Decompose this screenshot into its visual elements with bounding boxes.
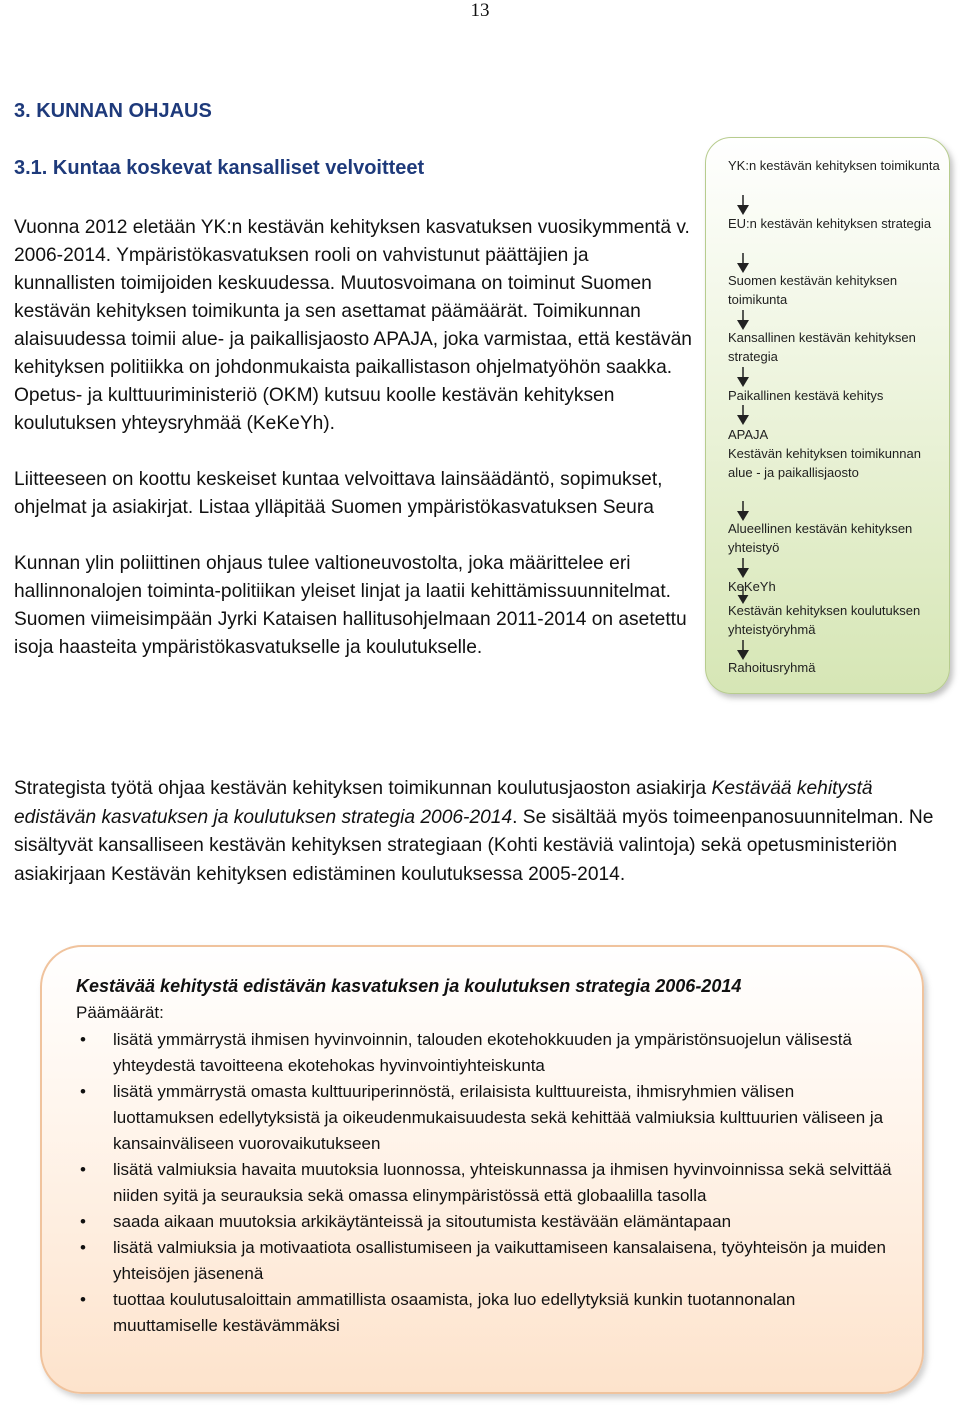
arrow-down-icon <box>737 640 749 660</box>
intro-paragraph: Vuonna 2012 eletään YK:n kestävän kehityksen kasvatuksen vuosikymmentä v. 2006-2014. Ympäristökasvatuksen rooli on vahvistunut päättäjien ja kunnallisten toimijoiden keskuudessa. Muutosvoimana on toiminut Suomen kestävän kehityksen toimikunta ja sen asettamat päämäärät. Toimikunnan alaisuudessa toimii alue- ja paikallisjaosto APAJA, joka varmistaa, että kestävän kehityksen politiikka on johdonmukaista paikallistason ohjelmatyöhön saakka. Opetus- ja kulttuuriministeriö (OKM) kutsuu koolle kestävän kehityksen koulutuksen yhteysryhmää (KeKeYh). <box>14 217 692 434</box>
flow-item-eu: EU:n kestävän kehityksen strategia <box>728 216 932 231</box>
arrow-down-icon <box>737 195 749 215</box>
flow-item-rahoitusryhma: Rahoitusryhmä <box>728 660 816 675</box>
arrow-down-icon <box>737 501 749 521</box>
arrow-down-icon <box>737 310 749 330</box>
list-item: • saada aikaan muutoksia arkikäytänteissä ja sitoutumista kestävään elämäntapaan <box>76 1209 896 1235</box>
bullet-icon: • <box>80 1082 86 1101</box>
list-item: • lisätä valmiuksia havaita muutoksia luonnossa, yhteiskunnassa ja ihmisen hyvinvoinnissa sekä selvittää niiden syitä ja seurauksia sekä omassa elinympäristössä että globaalilla tasolla <box>76 1157 896 1209</box>
intro-paragraph: Kunnan ylin poliittinen ohjaus tulee valtioneuvostolta, joka määrittelee eri hallinnonalojen toiminta-politiikan yleiset linjat ja laatii kehittämissuunnitelmat. Suomen viimeisimpään Jyrki Kataisen hallitusohjelmaan 2011-2014 on asetettu isoja haasteita ympäristökasvatukselle ja koulutukselle. <box>14 553 687 658</box>
strategy-paragraph: Strategista työtä ohjaa kestävän kehityksen toimikunnan koulutusjaoston asiakirja Kestävää kehitystä edistävän kasvatuksen ja koulutuksen strategia 2006-2014. Se sisältää myös toimeenpanosuunnitelman. Ne sisältyvät kansalliseen kestävän kehityksen strategiaan (Kohti kestäviä valintoja) sekä opetusministeriön asiakirjaan Kestävän kehityksen edistäminen koulutuksessa 2005-2014. <box>14 778 934 885</box>
bullet-icon: • <box>80 1212 86 1231</box>
goals-list <box>76 1027 896 1339</box>
flow-item-kansallinen-strategia: Kansallinen kestävän kehityksen strategia <box>728 330 916 364</box>
flow-item-koulutuksen-yhteistyoryhma: Kestävän kehityksen koulutuksen yhteistyöryhmä <box>728 603 921 637</box>
goals-title: Kestävää kehitystä edistävän kasvatuksen ja koulutuksen strategia 2006-2014 <box>76 976 742 996</box>
bullet-icon: • <box>80 1290 86 1309</box>
bullet-icon: • <box>80 1160 86 1179</box>
arrow-down-icon <box>737 367 749 387</box>
bullet-icon: • <box>80 1030 86 1049</box>
list-item: • lisätä ymmärrystä omasta kulttuuriperinnöstä, erilaisista kulttuureista, ihmisryhmien välisen luottamuksen edellytyksistä ja oikeudenmukaisuudesta sekä kehittää valmiuksia kulttuurien väliseen ja kansainväliseen vuorovaikutukseen <box>76 1079 896 1157</box>
flow-item-suomen-toimikunta: Suomen kestävän kehityksen toimikunta <box>728 273 898 307</box>
organization-flowchart <box>705 137 950 694</box>
strategy-document-title: Kestävää kehitystä edistävän kasvatuksen ja koulutuksen strategia 2006-2014 <box>14 778 873 828</box>
flow-item-paikallinen: Paikallinen kestävä kehitys <box>728 388 884 403</box>
flow-item-alueellinen: Alueellinen kestävän kehityksen yhteistyö <box>728 521 913 555</box>
flow-item-yk: YK:n kestävän kehityksen toimikunta <box>728 158 940 173</box>
arrow-down-icon <box>737 405 749 425</box>
intro-paragraph: Liitteeseen on koottu keskeiset kuntaa velvoittava lainsäädäntö, sopimukset, ohjelmat ja asiakirjat. Listaa ylläpitää Suomen ympäristökasvatuksen Seura <box>14 469 663 518</box>
arrow-down-icon <box>737 253 749 273</box>
flow-item-apaja: APAJA Kestävän kehityksen toimikunnan alue - ja paikallisjaosto <box>728 427 921 480</box>
chapter-heading: 3. KUNNAN OHJAUS <box>14 100 212 122</box>
list-item: • lisätä ymmärrystä ihmisen hyvinvoinnin, talouden ekotehokkuuden ja ympäristönsuojelun välisestä yhteydestä tavoitteena ekotehokas hyvinvointiyhteiskunta <box>76 1027 896 1079</box>
list-item: • lisätä valmiuksia ja motivaatiota osallistumiseen ja vaikuttamiseen kansalaisena, työyhteisön ja muiden yhteisöjen jäsenenä <box>76 1235 896 1287</box>
goals-subtitle: Päämäärät: <box>76 1003 164 1022</box>
arrow-down-icon <box>737 558 749 578</box>
goals-box <box>40 945 924 1394</box>
list-item: • tuottaa koulutusaloittain ammatillista osaamista, joka luo edellytyksiä kunkin tuotannonalan muuttamiselle kestävämmäksi <box>76 1287 896 1339</box>
bullet-icon: • <box>80 1238 86 1257</box>
flow-item-kekeyh: KeKeYh <box>728 579 776 594</box>
section-heading: 3.1. Kuntaa koskevat kansalliset velvoitteet <box>14 157 425 179</box>
page-number: 13 <box>470 0 490 21</box>
intro-text <box>14 214 694 690</box>
